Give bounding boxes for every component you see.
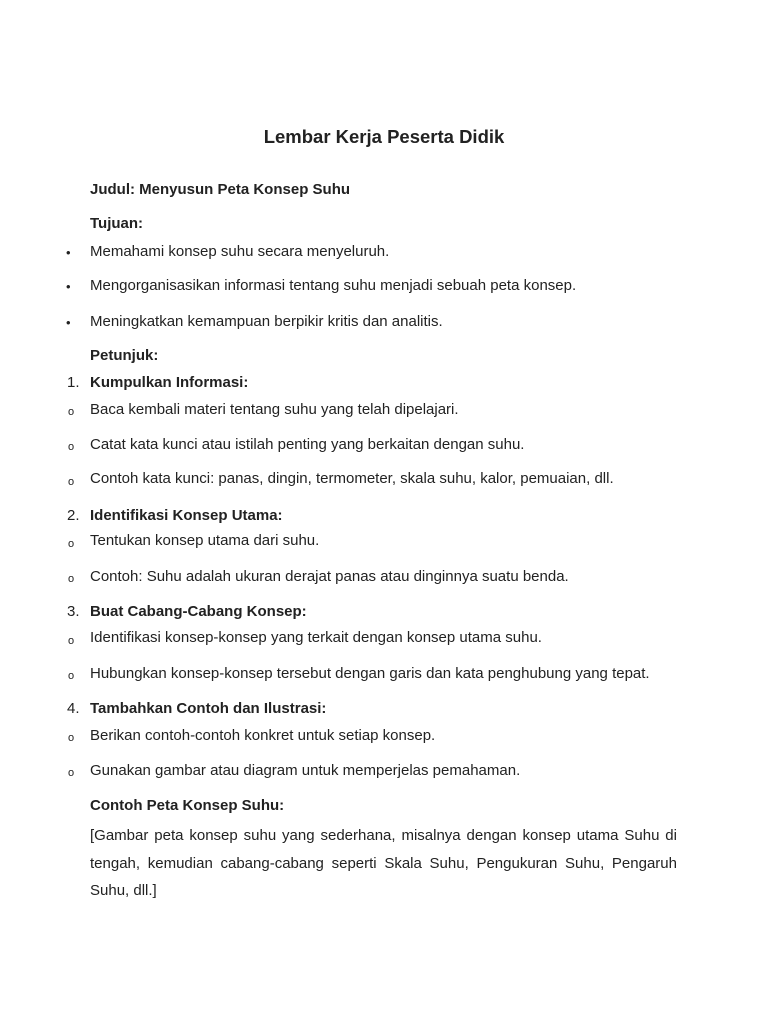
tujuan-item: Mengorganisasikan informasi tentang suhu menjadi sebuah peta konsep. bbox=[90, 277, 577, 294]
step-item: Gunakan gambar atau diagram untuk memperjelas pemahaman. bbox=[90, 762, 521, 779]
step-item: Berikan contoh-contoh konkret untuk setiap konsep. bbox=[90, 727, 436, 744]
sub-item-marker: o bbox=[68, 573, 75, 585]
step-number: 2. bbox=[67, 507, 80, 524]
sub-item-marker: o bbox=[68, 441, 75, 453]
sub-item-marker: o bbox=[68, 406, 75, 418]
step-item: Baca kembali materi tentang suhu yang telah dipelajari. bbox=[90, 401, 459, 418]
tujuan-item: Meningkatkan kemampuan berpikir kritis dan analitis. bbox=[90, 313, 443, 330]
step-number: 4. bbox=[67, 700, 80, 717]
step-item: Hubungkan konsep-konsep tersebut dengan garis dan kata penghubung yang tepat. bbox=[90, 665, 650, 682]
step-item: Identifikasi konsep-konsep yang terkait dengan konsep utama suhu. bbox=[90, 629, 542, 646]
sub-item-marker: o bbox=[68, 732, 75, 744]
step-number: 3. bbox=[67, 603, 80, 620]
sub-item-marker: o bbox=[68, 635, 75, 647]
step-item: Contoh kata kunci: panas, dingin, termometer, skala suhu, kalor, pemuaian, dll. bbox=[90, 470, 614, 487]
step-item: Contoh: Suhu adalah ukuran derajat panas atau dinginnya suatu benda. bbox=[90, 568, 569, 585]
step-heading: Identifikasi Konsep Utama: bbox=[90, 507, 283, 524]
contoh-heading: Contoh Peta Konsep Suhu: bbox=[90, 797, 285, 814]
sub-item-marker: o bbox=[68, 670, 75, 682]
step-item: Tentukan konsep utama dari suhu. bbox=[90, 532, 320, 549]
tujuan-heading: Tujuan: bbox=[90, 215, 144, 232]
sub-item-marker: o bbox=[68, 476, 75, 488]
sub-item-marker: o bbox=[68, 767, 75, 779]
sub-item-marker: o bbox=[68, 538, 75, 550]
tujuan-item: Memahami konsep suhu secara menyeluruh. bbox=[90, 243, 390, 260]
concept-map-placeholder-text: [Gambar peta konsep suhu yang sederhana, misalnya dengan konsep utama Suhu di tengah, kemudian cabang-cabang seperti Skala Suhu, Pengukuran Suhu, Pengaruh Suhu, dll.] bbox=[90, 827, 677, 899]
bullet-marker: • bbox=[66, 315, 71, 330]
bullet-marker: • bbox=[66, 279, 71, 294]
worksheet-subject: Judul: Menyusun Peta Konsep Suhu bbox=[90, 181, 351, 198]
step-heading: Tambahkan Contoh dan Ilustrasi: bbox=[90, 700, 327, 717]
petunjuk-heading: Petunjuk: bbox=[90, 347, 159, 364]
step-number: 1. bbox=[67, 374, 80, 391]
bullet-marker: • bbox=[66, 245, 71, 260]
step-item: Catat kata kunci atau istilah penting yang berkaitan dengan suhu. bbox=[90, 436, 525, 453]
step-heading: Kumpulkan Informasi: bbox=[90, 374, 249, 391]
step-heading: Buat Cabang-Cabang Konsep: bbox=[90, 603, 307, 620]
page-title: Lembar Kerja Peserta Didik bbox=[263, 126, 505, 147]
